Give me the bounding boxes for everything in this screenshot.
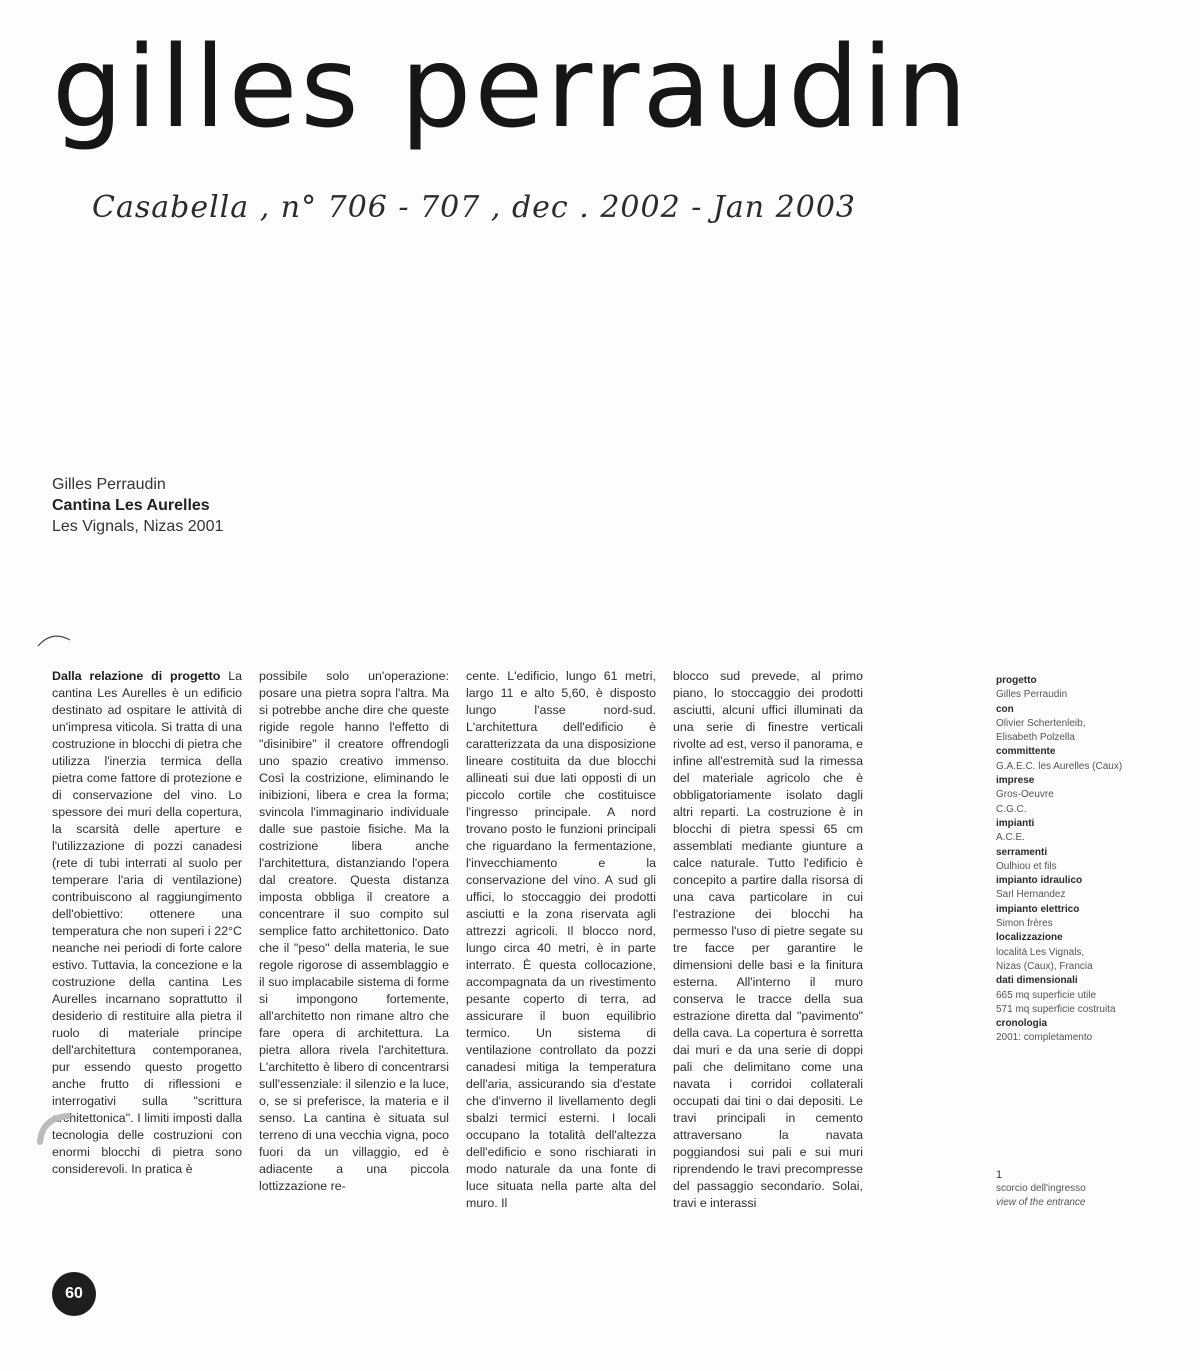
credit-label: impianto elettrico <box>996 903 1080 915</box>
caption-italian: scorcio dell'ingresso <box>996 1183 1086 1194</box>
handwritten-note: Casabella , n° 706 - 707 , dec . 2002 - Jan 2003 <box>92 190 857 225</box>
article-column-3 <box>466 668 656 1212</box>
byline-project: Cantina Les Aurelles <box>52 497 210 514</box>
credit-value: Olivier Schertenleib, <box>996 717 1086 729</box>
credit-label: impianto idraulico <box>996 875 1083 887</box>
punch-hole-mark <box>34 630 74 650</box>
credit-label: impianti <box>996 817 1035 829</box>
byline-location: Les Vignals, Nizas 2001 <box>52 518 224 535</box>
credit-label: committente <box>996 746 1056 758</box>
byline-author: Gilles Perraudin <box>52 476 166 493</box>
article-text-3: cente. L'edificio, lungo 61 metri, largo 11 e alto 5,60, è disposto lungo l'asse nord-sud. L'architettura dell'edificio è caratterizzata da una disposizione lineare costituita da due blocchi allineati sui due lati opposti di un piccolo cortile che costituisce l'ingresso principale. A nord trovano posto le funzioni principali che riguardano la fermentazione, l'invecchiamento e la conservazione del vino. A sud gli uffici, lo stoccaggio dei prodotti asciutti e la zona riservata agli attrezzi agricoli. Il blocco nord, lungo circa 40 metri, è in parte interrato. È questa collocazione, accompagnata da un rivestimento pesante coperto di terra, ad assicurare il buon equilibrio termico. Un sistema di ventilazione controllato da pozzi canadesi mitiga la temperatura dell'aria, assicurando sia d'estate che d'inverno il livellamento degli sbalzi termici esterni. I locali occupano la totalità dell'altezza dell'edificio e sono rischiarati in modo naturale da una fonte di luce situata nella parte alta del muro. Il <box>466 669 656 1210</box>
credit-value: Simon frères <box>996 918 1053 930</box>
article-lead-in: Dalla relazione di progetto <box>52 669 221 683</box>
caption-english: view of the entrance <box>996 1197 1086 1208</box>
article-text-2: possibile solo un'operazione: posare una pietra sopra l'altra. Ma si potrebbe anche dire che queste rigide regole hanno l'effetto di "disinibire" il creatore offrendogli uno spazio creativo immenso. Così la costrizione, eliminando le inibizioni, libera e crea la forma; svincola l'immaginario individuale dalle sue pastoie fisiche. Ma la costrizione libera anche l'architettura, distanziando l'opera dal creatore. Questa distanza imposta obbliga il creatore a concentrare il suo compito sul semplice fatto architettonico. Dato che il "peso" della materia, le sue regole rigorose di assemblaggio e il suo implacabile sistema di forme si impongono fortemente, all'architetto non rimane altro che fare opera di architettura. La pietra allora rivela l'architettura. L'architetto è libero di concentrarsi sull'essenziale: il silenzio e la luce, o, se si preferisce, la materia e il senso. La cantina è situata sul terreno di una vecchia vigna, poco fuori da un villaggio, ed è adiacente a una piccola lottizzazione re- <box>259 669 449 1193</box>
figure-caption <box>996 1168 1086 1210</box>
credit-value: Oulhiou et fils <box>996 860 1057 872</box>
credit-value: C.G.C. <box>996 803 1027 815</box>
credit-value: 665 mq superficie utile <box>996 989 1097 1001</box>
credit-value: G.A.E.C. les Aurelles (Caux) <box>996 760 1123 772</box>
credit-value: Sarl Hernandez <box>996 889 1066 901</box>
article-text-1: La cantina Les Aurelles è un edificio destinato ad ospitare le attività di un'impresa viticola. Si tratta di una costruzione in blocchi di pietra che utilizza l'inerzia termica della pietra come fattore di protezione e di conservazione del vino. Lo spessore dei muri della copertura, la scarsità delle aperture e l'utilizzazione di pozzi canadesi (rete di tubi interrati al suolo per temperare l'aria di ventilazione) contribuiscono al raggiungimento dell'obiettivo: ottenere una temperatura che non superi i 22°C neanche nei periodi di forte calore estivo. Tuttavia, la concezione e la costruzione della cantina Les Aurelles incarnano soprattutto il desiderio di restituire alla pietra il ruolo di materiale principe dell'architettura contemporanea, pur essendo questo progetto anche frutto di riflessioni e interrogativi sulla "scrittura architettonica". I limiti imposti dalla tecnologia delle costruzioni con enormi blocchi di pietra sono considerevoli. In pratica è <box>52 669 242 1176</box>
credit-value: Gilles Perraudin <box>996 689 1068 701</box>
credit-value: Elisabeth Polzella <box>996 732 1075 744</box>
credit-value: 571 mq superficie costruita <box>996 1003 1116 1015</box>
credit-label: cronologia <box>996 1018 1048 1030</box>
credit-value: località Les Vignals, <box>996 946 1085 958</box>
credit-value: Gros-Oeuvre <box>996 789 1054 801</box>
credit-label: serramenti <box>996 846 1048 858</box>
page-title: gilles perraudin <box>52 23 971 153</box>
credit-value: Nizas (Caux), Francia <box>996 960 1093 972</box>
credit-label: con <box>996 703 1014 715</box>
article-text-4: blocco sud prevede, al primo piano, lo stoccaggio dei prodotti asciutti, alcuni uffici illuminati da una serie di finestre verticali rivolte ad est, verso il panorama, e infine all'estremità sud la rimessa del materiale agricolo che è obbligatoriamente isolato dagli altri reparti. La costruzione è in blocchi di pietra spessi 65 cm assemblati mediante giunture a calce naturale. Tutto l'edificio è concepito a partire dalla risorsa di una cava particolare in cui l'estrazione dei blocchi ha permesso l'uso di pietre segate su tre facce per garantire le dimensioni delle basi e la finitura esterna. All'interno il muro conserva le tracce della sua estrazione diretta dal "pavimento" della cava. La copertura è sorretta dai muri e da una serie di doppi pali che delimitano come una navata i corridoi collaterali occupati dai tini o dai depositi. Le travi principali in cemento attraversano la navata poggiandosi sui pali e sui muri riprendendo le travi precompresse del passaggio secondario. Solai, travi e interassi <box>673 669 863 1210</box>
credit-label: progetto <box>996 675 1037 686</box>
byline <box>52 474 223 537</box>
article-column-2 <box>259 668 449 1195</box>
credit-value: 2001: completamento <box>996 1032 1093 1044</box>
punch-hole-mark <box>36 1112 76 1152</box>
credit-label: localizzazione <box>996 932 1063 944</box>
article-column-1 <box>52 668 242 1178</box>
page-number-badge: 60 <box>52 1272 96 1316</box>
project-credits <box>996 674 1122 1046</box>
credit-label: imprese <box>996 775 1035 787</box>
caption-number: 1 <box>996 1169 1003 1181</box>
article-column-4 <box>673 668 863 1212</box>
credit-label: dati dimensionali <box>996 975 1078 987</box>
credit-value: A.C.E. <box>996 832 1025 844</box>
